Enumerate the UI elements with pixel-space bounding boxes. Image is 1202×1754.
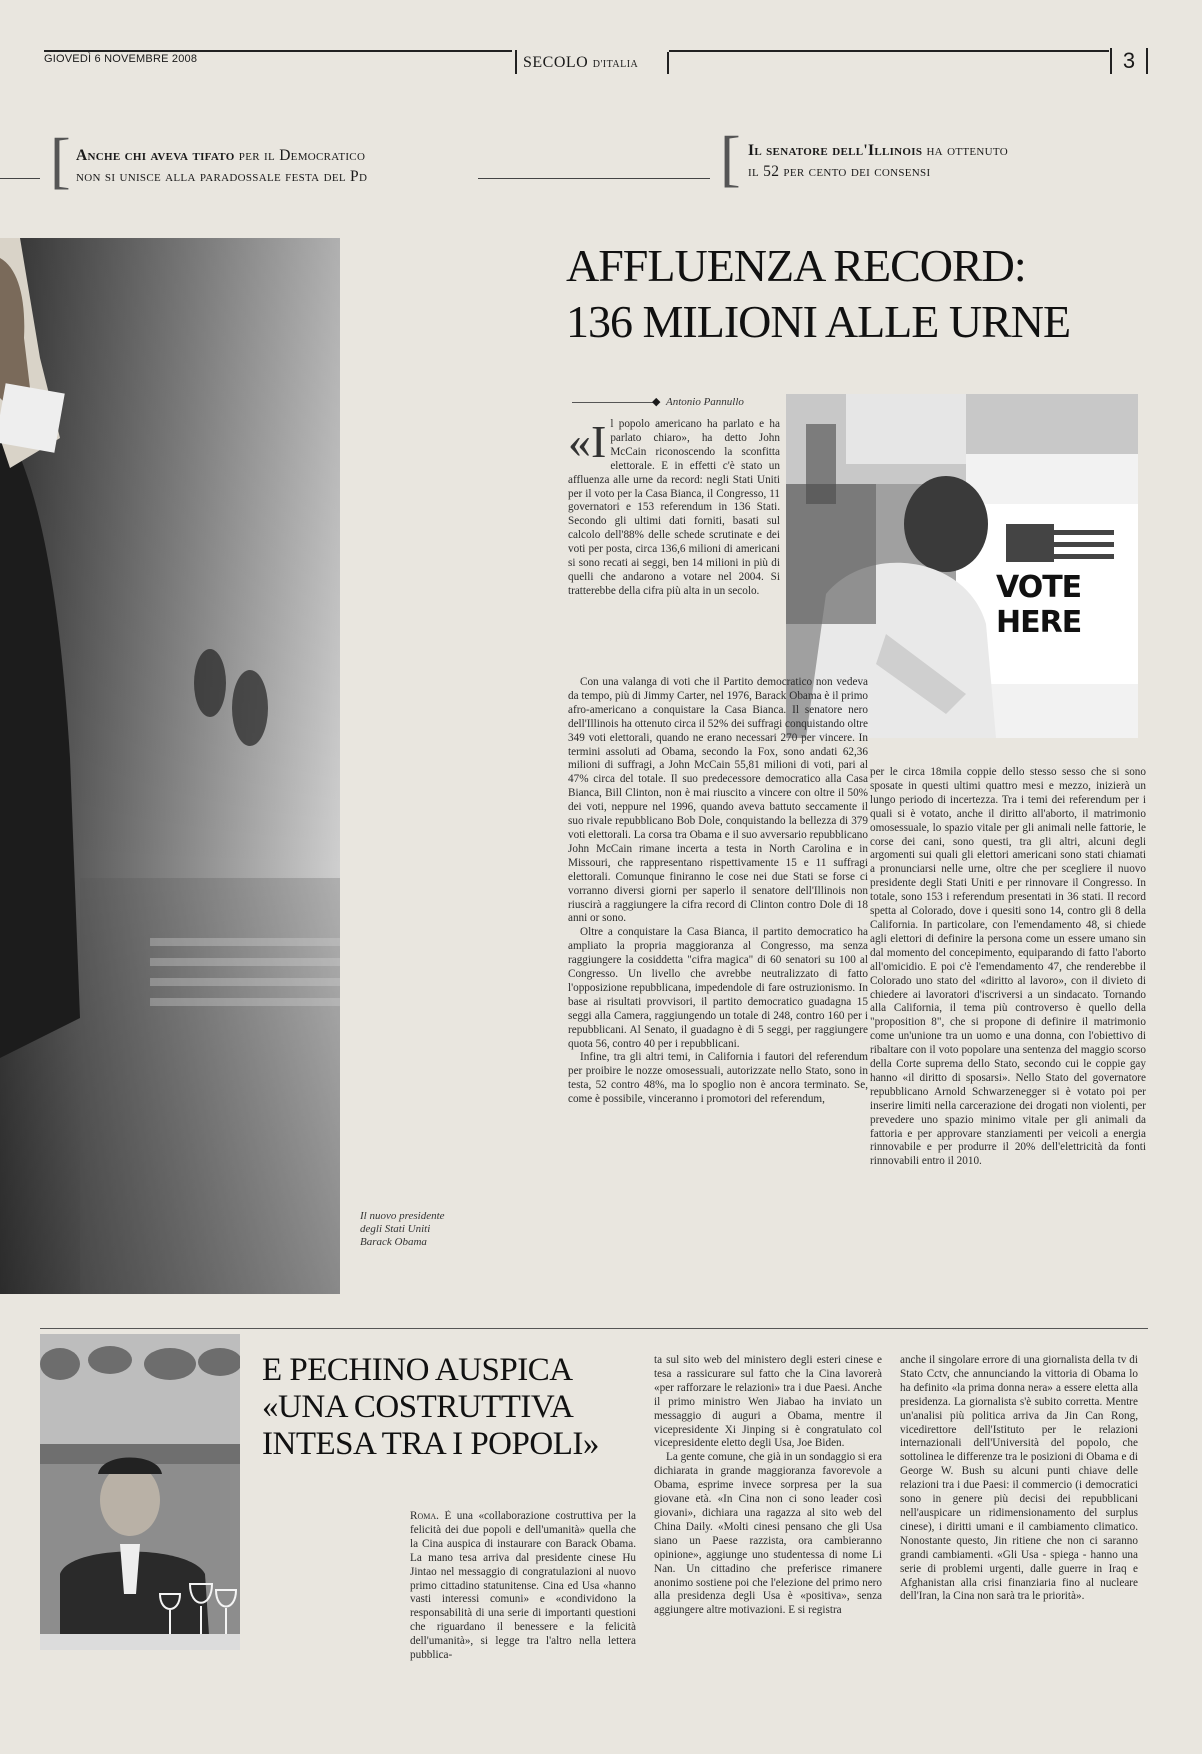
second-article-col1-text: È una «collaborazione costruttiva per la felicità dei due popoli e dell'umanità» quella che la Cina auspica di instaurare con Barack Obama. La mano tesa arriva dal presidente cinese Hu Jintao nel messaggio di congratulazioni al nuovo primo cittadino statunitense. Cina ed Usa «hanno vasti interessi comuni» e «condividono la responsabilità di una serie di importanti questioni che riguardano il benessere e la felicità dell'umanità», si legge tra l'altro nella lettera pubblica- (410, 1510, 636, 1662)
kicker-right-rest: ha ottenuto (922, 142, 1008, 159)
second-article-col2 (654, 1354, 882, 1720)
kicker-left-rest: per il Democratico (234, 147, 366, 164)
masthead-title: SECOLO (523, 54, 589, 71)
second-headline-line-2: «UNA COSTRUTTIVA (262, 1389, 574, 1425)
second-headline-line-3: INTESA TRA I POPOLI» (262, 1426, 599, 1462)
kicker-right-bold: Il senatore dell'Illinois (748, 142, 923, 159)
hu-jintao-photo-image (40, 1334, 240, 1650)
second-article-col3 (900, 1354, 1138, 1720)
kicker-left (76, 145, 496, 187)
kicker-left-bold: Anche chi aveva tifato (76, 147, 235, 164)
byline-rule (572, 402, 654, 403)
byline-diamond: ◆ (652, 396, 661, 408)
issue-date: GIOVEDÌ 6 NOVEMBRE 2008 (44, 53, 198, 65)
lead-dropcap-letter: I (591, 416, 607, 467)
paragraph-2: Con una valanga di voti che il Partito democratico non vedeva da tempo, più di Jimmy Carter, nel 1976, Barack Obama è il primo afro-americano a conquistare la Casa Bianca. Il senatore nero dell'Illinois ha ottenuto circa il 52% dei suffragi conquistando oltre 349 voti elettorali, quando ne erano necessari 270 per vincere. In termini assoluti ad Obama, secondo la Fox, sono andati 62,36 milioni di suffragi, a John McCain 55,81 milioni di voti, pari al 47% circa del totale. Il suo predecessore democratico alla Casa Bianca, Bill Clinton, non è mai riuscito a vincere con oltre il 50% dei voti, neppure nel 1996, quando aveva battuto seccamente il suo rivale repubblicano Bob Dole, conquistando la bellezza di 379 voti elettorali. La corsa tra Obama e il suo avversario repubblicano John McCain rimane incerta a testa in North Carolina e in Missouri, che rappresentano rispettivamente 15 e 11 suffragi elettorali. Comunque finiranno le cose nei due Stati se forse ci vorranno diversi giorni per saperlo il senatore dell'Illinois non riuscirà a raggiungere la cifra record di Clinton contro Dole di 18 anni or sono. (568, 676, 868, 925)
right-bracket: [ (720, 125, 741, 193)
second-article-col3-text: anche il singolare errore di una giornalista della tv di Stato Cctv, che annunciando la vittoria di Obama lo ha definito «la prima donna nera» a essere eletta alla presidenza. La giornalista s'è subito corretta. Mentre un'analisi più politica arriva da Jin Can Rong, vicedirettore dell'Istituto per le relazioni internazionali dell'Università del popolo, che sottolinea le differenze tra le posizioni di Obama e di George W. Bush su alcuni punti chiave delle relazioni tra i due Paesi: il commercio (i democratici sono in genere più decisi dei repubblicani nell'auspicare un ridimensionamento del surplus cinese), i diritti umani e il cambiamento climatico. Nonostante questo, Jin ritiene che non ci saranno grandi cambiamenti. «Gli Usa - spiega - hanno una serie di problemi urgenti, dalle guerre in Iraq e Afghanistan alla crisi finanziaria fino al nucleare dell'Iran, la Cina non sarà tra le priorità». (900, 1354, 1138, 1603)
second-article-col2-p1: ta sul sito web del ministero degli esteri cinese e tesa a rassicurare sul fatto che la Cina lavorerà «per rafforzare le relazioni» tra i due Paesi. Anche il primo ministro Wen Jiabao ha inviato un messaggio di auguri a Obama, mentre il vicepresidente Xi Jinping si è congratulato col vicepresidente eletto degli Usa, Joe Biden. (654, 1354, 882, 1450)
second-article-col2-p2: La gente comune, che già in un sondaggio si era dichiarata in grande maggioranza favorevole a Obama, esprime invece sorpresa per la sua giovane età. «In Cina non ci sono leader così giovani», dichiara una ragazza al sito web del China Daily. «Molti cinesi pensano che gli Usa siano un Paese razzista, ora cambieranno opinione», aggiunge uno studentessa di nome Li Nan. Un cittadino che preferisce rimanere anonimo sostiene poi che l'elezione del primo nero alla presidenza degli Usa è «positiva», senza aggiungere altre motivazioni. E si registra (654, 1451, 882, 1617)
caption-line-2: degli Stati Uniti (360, 1223, 431, 1235)
section-divider (40, 1328, 1148, 1329)
masthead (523, 54, 638, 72)
caption-line-1: Il nuovo presidente (360, 1210, 445, 1222)
kicker-right-line2: il 52 per cento dei consensi (748, 163, 931, 180)
masthead-subtitle: D'ITALIA (592, 59, 639, 70)
main-headline-line-2: 136 MILIONI ALLE URNE (566, 296, 1071, 347)
header-divider-2 (667, 52, 669, 74)
lead-quote-mark: « (568, 416, 591, 467)
header-rule-right (669, 50, 1109, 52)
paragraph-4: Infine, tra gli altri temi, in California i fautori del referendum per proibire le nozze omosessuali, autorizzate nello Stato, sono in testa, 52 contro 48%, ma lo spoglio non è ancora terminato. Se, come è possibile, vinceranno i promotori del referendum, (568, 1051, 868, 1106)
second-headline-line-1: E PECHINO AUSPICA (262, 1352, 573, 1388)
kicker-left-line2: non si unisce alla paradossale festa del Pd (76, 168, 368, 185)
kicker-right (748, 140, 1168, 182)
second-headline (262, 1352, 642, 1463)
dateline: Roma. (410, 1510, 439, 1522)
col2-paragraph: per le circa 18mila coppie dello stesso sesso che si sono sposate in questi ultimi quattro mesi e mezzo, inizierà un lungo periodo di incertezza. Tra i temi dei referendum per i quali si è votato, anche il diritto all'aborto, il matrimonio omosessuale, lo spazio vitale per gli animali nelle fattorie, le corse dei cani, sono questi, tra gli altri, alcuni degli argomenti sui quali gli elettori americani sono stati chiamati a pronunciarsi nelle urne, oltre che per scegliere il nuovo presidente degli Stati Uniti e per rinnovare il Congresso. In totale, sono 153 i referendum presentati in 36 stati. Il record spetta al Colorado, dove i quesiti sono 14, contro gli 8 della California. In particolare, con l'emendamento 48, si chiede agli elettori di definire la persona come un essere umano sin dal momento del concepimento, equiparando di fatto l'aborto all'omicidio. E poi c'è l'emendamento 47, che renderebbe il Colorado uno stato del «diritto al lavoro», con il divieto di chiedere ai lavoratori d'iscriversi a un sindacato. Tornando alla California, il tema più controverso è quello della "proposition 8", che si propone di definire il matrimonio come un'unione tra un uomo e una donna, con l'obiettivo di ribaltare con il voto popolare una sentenza del maggio scorso della Corte suprema dello Stato, secondo cui le coppie gay hanno «il diritto di sposarsi». Nello Stato del governatore repubblicano Arnold Schwarzenegger si è votato poi per inserire limiti nella carcerazione dei drogati non violenti, per prevedere uno spazio minimo vitale per gli animali da fattoria e per approvare stanziamenti per veicoli a energia rinnovabile e per produrre il 20% dell'elettricità da fonti rinnovabili entro il 2010. (870, 766, 1146, 1168)
main-article-col1-top (568, 418, 780, 599)
kicker-rule-left-a (0, 178, 40, 179)
paragraph-3: Oltre a conquistare la Casa Bianca, il partito democratico ha ampliato la propria maggioranza al Congresso, ma senza raggiungere la cosiddetta "cifra magica" di 60 senatori su 100 al Congresso. Un livello che avrebbe neutralizzato di fatto l'opposizione repubblicana, impedendole di fare ostruzionismo. In base ai risultati provvisori, il partito democratico guadagna 15 seggi alla Camera, raggiungendo un totale di 248, contro 160 per i repubblicani. Al Senato, il guadagno è di 5 seggi, per raggiungere quota 56, contro 40 per i repubblicani. (568, 926, 868, 1050)
main-headline (566, 238, 1166, 350)
second-article-col1 (410, 1510, 636, 1720)
main-article-col1 (568, 676, 868, 1296)
vote-here-sign: VOTE HERE (996, 570, 1082, 640)
hu-jintao-photo (40, 1334, 240, 1650)
obama-photo-image (0, 238, 340, 1294)
lead-paragraph (568, 418, 780, 599)
header-rule-left (44, 50, 512, 52)
left-bracket: [ (50, 127, 71, 195)
kicker-rule-left-b (478, 178, 710, 179)
byline: Antonio Pannullo (666, 396, 744, 408)
main-article-col2 (870, 766, 1146, 1296)
photo-caption (360, 1210, 460, 1249)
lead-paragraph-text: l popolo americano ha parlato e ha parlato chiaro», ha detto John McCain riconoscendo la sconfitta elettorale. E in effetti c'è stato un affluenza alle urne da record: negli Stati Uniti per il voto per la Casa Bianca, il Congresso, 11 governatori e 153 referendum in 136 Stati. Secondo gli ultimi dati forniti, basati sul calcolo dell'88% delle schede scrutinate e dei voti per posta, circa 136,6 milioni di americani si sono recati ai seggi, ben 14 milioni in più di quelli che andarono a votare nel 2004. Si tratterebbe della cifra più alta in un secolo. (568, 418, 780, 597)
header-divider (515, 50, 517, 74)
obama-photo (0, 238, 340, 1294)
page-number: 3 (1110, 48, 1148, 74)
main-headline-line-1: AFFLUENZA RECORD: (566, 240, 1026, 291)
caption-line-3: Barack Obama (360, 1236, 427, 1248)
lead-dropcap (568, 416, 607, 467)
